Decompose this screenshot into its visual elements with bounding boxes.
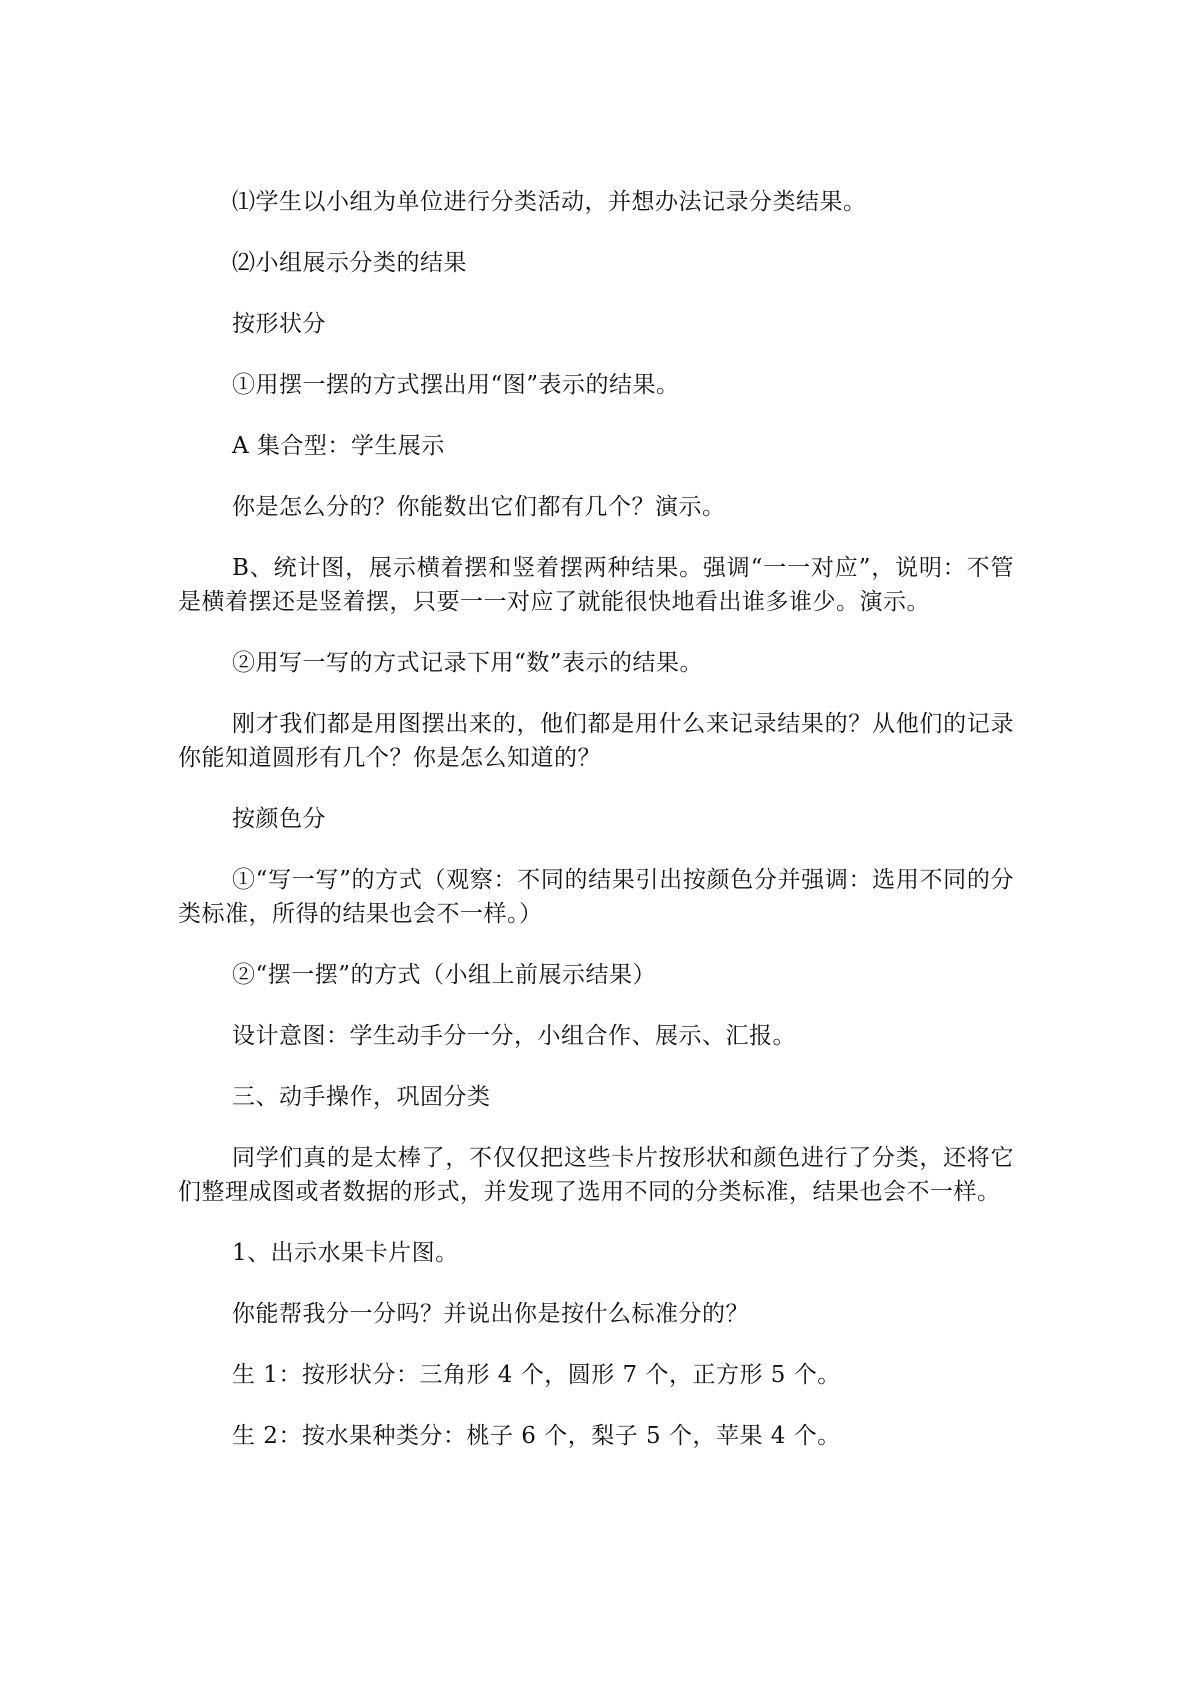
paragraph-group-show: ⑵小组展示分类的结果	[232, 250, 467, 276]
paragraph-praise: 同学们真的是太棒了，不仅仅把这些卡片按形状和颜色进行了分类，还将它们整理成图或者数据的形式，并发现了选用不同的分类标准，结果也会不一样。	[178, 1145, 1014, 1205]
paragraph-group-activity: ⑴学生以小组为单位进行分类活动，并想办法记录分类结果。	[232, 189, 867, 215]
paragraph-fruit-cards: 1、出示水果卡片图。	[232, 1240, 459, 1266]
paragraph-set-type: A 集合型：学生展示	[232, 433, 445, 459]
paragraph-arrange-picture: ①用摆一摆的方式摆出用“图”表示的结果。	[232, 372, 680, 398]
heading-by-shape: 按形状分	[232, 311, 326, 337]
document-body	[178, 185, 1014, 1453]
paragraph-can-you-divide: 你能帮我分一分吗？并说出你是按什么标准分的？	[232, 1301, 749, 1327]
section-heading-hands-on: 三、动手操作，巩固分类	[232, 1084, 491, 1110]
heading-by-color: 按颜色分	[232, 806, 326, 832]
paragraph-how-divide: 你是怎么分的？你能数出它们都有几个？演示。	[232, 494, 726, 520]
paragraph-student-2: 生 2：按水果种类分：桃子 6 个，梨子 5 个，苹果 4 个。	[232, 1423, 841, 1449]
paragraph-write-numbers: ②用写一写的方式记录下用“数”表示的结果。	[232, 650, 704, 676]
paragraph-arrange-method: ②“摆一摆”的方式（小组上前展示结果）	[232, 962, 657, 988]
paragraph-write-method: ①“写一写”的方式（观察：不同的结果引出按颜色分并强调：选用不同的分类标准，所得的结果也会不一样。）	[178, 867, 1014, 927]
paragraph-record-question: 刚才我们都是用图摆出来的，他们都是用什么来记录结果的？从他们的记录你能知道圆形有几个？你是怎么知道的？	[178, 711, 1014, 771]
paragraph-student-1: 生 1：按形状分：三角形 4 个，圆形 7 个，正方形 5 个。	[232, 1362, 841, 1388]
paragraph-design-intent: 设计意图：学生动手分一分，小组合作、展示、汇报。	[232, 1023, 796, 1049]
paragraph-statistics-chart: B、统计图，展示横着摆和竖着摆两种结果。强调“一一对应”，说明：不管是横着摆还是竖着摆，只要一一对应了就能很快地看出谁多谁少。演示。	[178, 555, 1014, 615]
